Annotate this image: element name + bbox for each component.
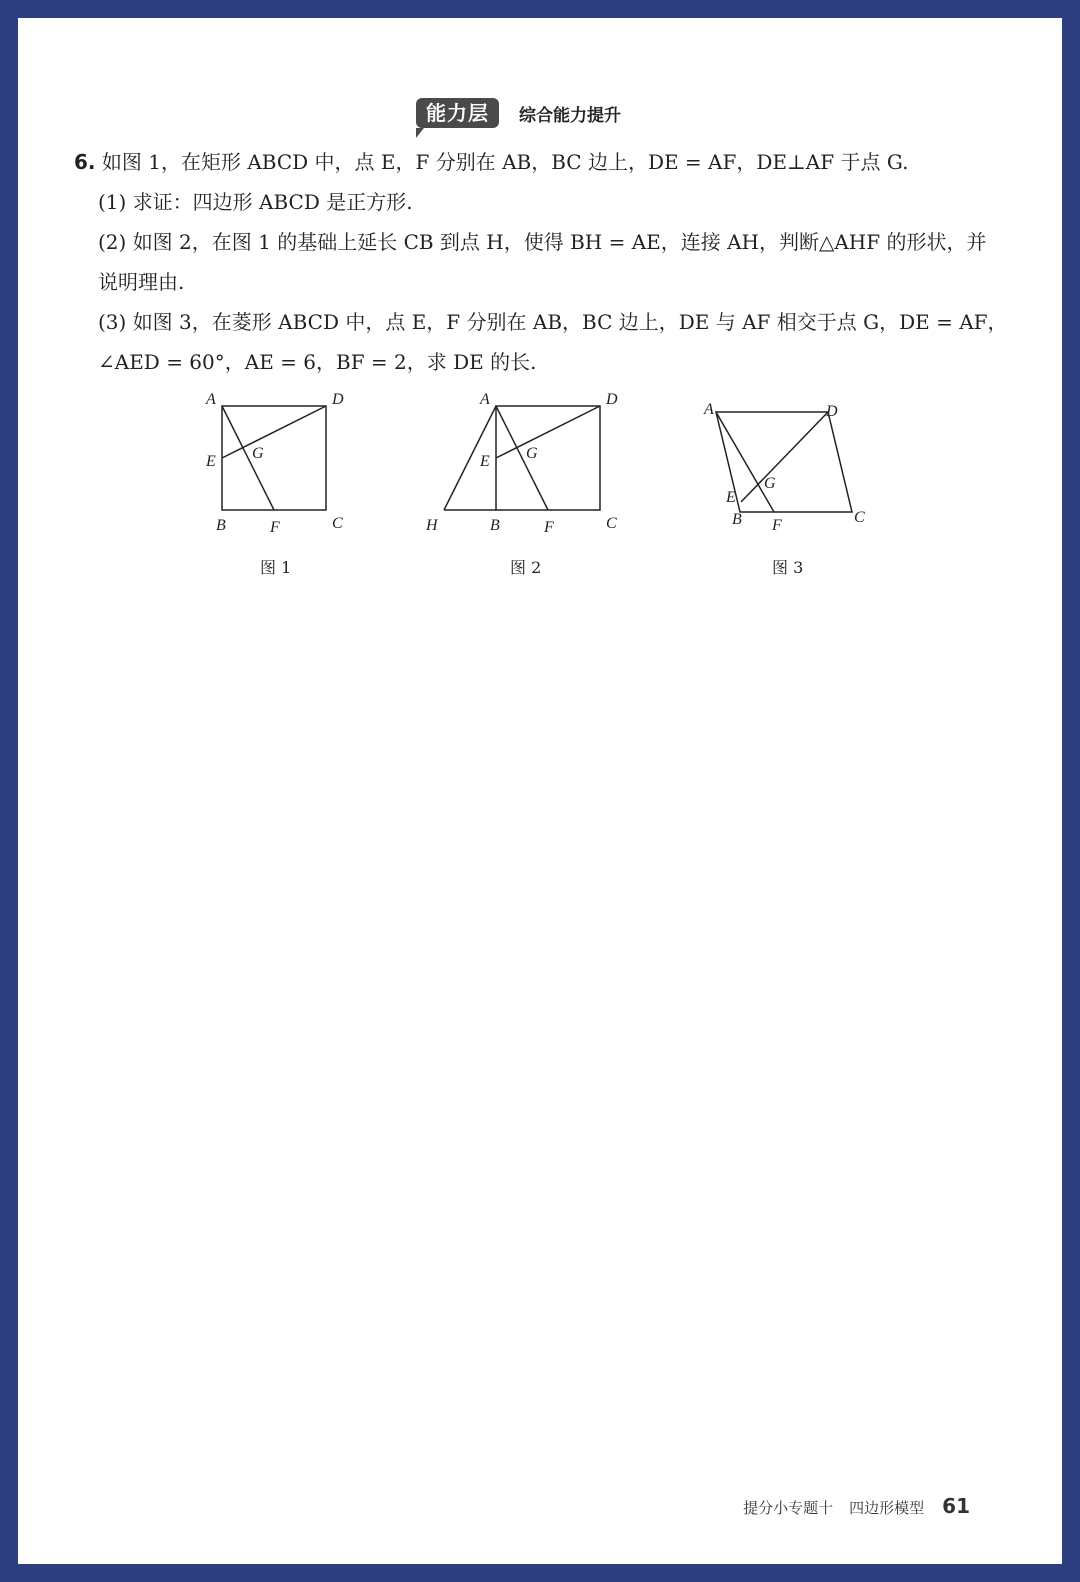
question-part-3-line-2: ∠AED = 60°，AE = 6，BF = 2，求 DE 的长.	[98, 350, 537, 374]
figure-1-label-a: A	[206, 391, 216, 408]
question-part-2-line-2: 说明理由.	[98, 270, 185, 294]
figure-1-segment-de	[222, 406, 326, 458]
figure-1-segment-af	[222, 406, 274, 510]
figure-3-caption: 图 3	[772, 558, 804, 577]
page	[18, 18, 1062, 1564]
figure-3-segment-de	[741, 412, 828, 502]
figure-1-label-e: E	[206, 453, 216, 470]
question-part-1: (1) 求证：四边形 ABCD 是正方形.	[98, 190, 413, 214]
figure-3-label-f: F	[772, 517, 782, 534]
figure-3-label-c: C	[854, 509, 865, 526]
figure-1-label-f: F	[270, 519, 280, 536]
figure-2-label-d: D	[606, 391, 618, 408]
figure-2-caption: 图 2	[510, 558, 542, 577]
question-part-2-line-1: (2) 如图 2，在图 1 的基础上延长 CB 到点 H，使得 BH = AE，连接 AH，判断△AHF 的形状，并	[98, 230, 987, 254]
figure-3-label-b: B	[732, 511, 742, 528]
figure-3-label-e: E	[726, 489, 736, 506]
figure-2-label-g: G	[526, 445, 538, 462]
question-stem: 如图 1，在矩形 ABCD 中，点 E，F 分别在 AB，BC 边上，DE = AF，DE⊥AF 于点 G.	[101, 150, 909, 174]
figure-1	[198, 388, 378, 578]
figure-1-label-g: G	[252, 445, 264, 462]
figure-2-label-b: B	[490, 517, 500, 534]
figure-1-square	[222, 406, 326, 510]
figure-3	[686, 388, 886, 578]
question-number: 6.	[74, 150, 96, 174]
figure-2-segment-de	[496, 406, 600, 458]
figure-3-label-d: D	[826, 403, 838, 420]
figure-1-label-c: C	[332, 515, 343, 532]
question-stem-line	[74, 148, 908, 176]
figure-2-segment-af	[496, 406, 548, 510]
figure-3-rhombus	[716, 412, 852, 512]
page-number: 61	[942, 1494, 970, 1518]
figure-2-label-a: A	[480, 391, 490, 408]
section-subtitle: 综合能力提升	[519, 105, 621, 126]
figure-2	[422, 388, 652, 578]
page-footer	[743, 1494, 970, 1518]
figure-3-label-a: A	[704, 401, 714, 418]
question-part-3-line-1: (3) 如图 3，在菱形 ABCD 中，点 E，F 分别在 AB，BC 边上，DE 与 AF 相交于点 G，DE = AF，	[98, 310, 1008, 334]
figure-2-label-f: F	[544, 519, 554, 536]
figure-1-label-b: B	[216, 517, 226, 534]
section-header	[416, 96, 621, 130]
section-badge: 能力层	[416, 98, 499, 128]
figure-1-caption: 图 1	[260, 558, 292, 577]
figure-2-square	[496, 406, 600, 510]
footer-title: 四边形模型	[849, 1499, 925, 1517]
figure-1-label-d: D	[332, 391, 344, 408]
figure-3-label-g: G	[764, 475, 776, 492]
figure-2-label-c: C	[606, 515, 617, 532]
footer-topic: 提分小专题十	[743, 1499, 834, 1517]
figure-2-label-h: H	[426, 517, 438, 534]
figure-2-label-e: E	[480, 453, 490, 470]
